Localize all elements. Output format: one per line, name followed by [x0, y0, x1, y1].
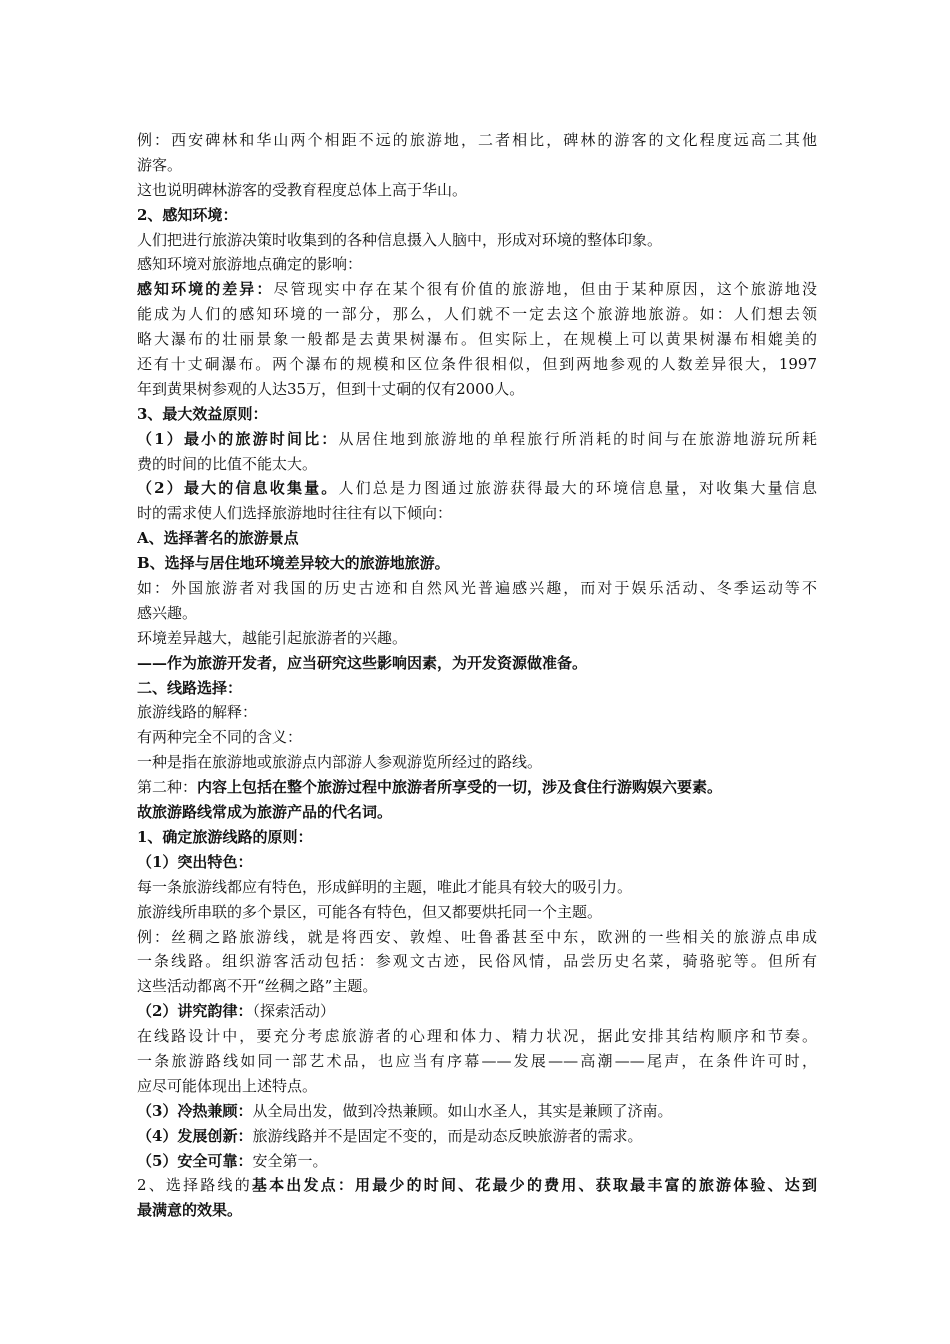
- body-text: 2、选择路线的: [137, 1176, 252, 1195]
- text-line: [137, 725, 817, 750]
- body-text: 游客。: [137, 155, 183, 174]
- text-line: [137, 576, 817, 601]
- text-line: [137, 900, 817, 925]
- body-text: 从居住地到旅游地的单程旅行所消耗的时间与在旅游地游玩所耗: [338, 429, 817, 448]
- bold-text: （2）最大的信息收集量。: [137, 479, 339, 498]
- body-text: 人们把进行旅游决策时收集到的各种信息摄入人脑中，形成对环境的整体印象。: [137, 230, 663, 249]
- text-line: [137, 153, 817, 178]
- body-text: 时的需求使人们选择旅游地时往往有以下倾向：: [137, 504, 453, 523]
- bold-text: A、选择著名的旅游景点: [137, 529, 299, 548]
- text-line: [137, 277, 817, 302]
- bold-text: 基本出发点：用最少的时间、花最少的费用、获取最丰富的旅游体验、达到: [251, 1176, 817, 1195]
- text-line: [137, 750, 817, 775]
- text-line: [137, 252, 817, 277]
- text-line: [137, 1049, 817, 1074]
- document-page: [137, 128, 817, 1223]
- text-line: [137, 526, 817, 551]
- body-text: 例：丝稠之路旅游线，就是将西安、敦煌、吐鲁番甚至中东，欧洲的一些相关的旅游点串成: [137, 927, 817, 946]
- body-text: 一条旅游路线如同一部艺术品，也应当有序幕——发展——高潮——尾声，在条件许可时，: [137, 1051, 817, 1070]
- body-text: 年到黄果树参观的人达35万，但到十丈硐的仅有2000人。: [137, 379, 525, 398]
- text-line: [137, 1024, 817, 1049]
- bold-text: 1、确定旅游线路的原则：: [137, 827, 313, 846]
- bold-text: （2）讲究韵律：: [137, 1002, 253, 1021]
- text-line: [137, 427, 817, 452]
- text-line: [137, 775, 817, 800]
- body-text: 能成为人们的感知环境的一部分，那么，人们就不一定去这个旅游地旅游。如：人们想去领: [137, 305, 817, 324]
- text-line: [137, 501, 817, 526]
- text-line: [137, 203, 817, 228]
- body-text: 在线路设计中，要充分考虑旅游者的心理和体力、精力状况，据此安排其结构顺序和节奏。: [137, 1027, 817, 1046]
- text-line: [137, 1124, 817, 1149]
- bold-text: （4）发展创新：: [137, 1126, 253, 1145]
- text-line: [137, 452, 817, 477]
- text-line: [137, 178, 817, 203]
- text-line: [137, 626, 817, 651]
- bold-text: 2、感知环境：: [137, 205, 238, 224]
- bold-text: （1）最小的旅游时间比：: [137, 429, 339, 448]
- bold-text: 内容上包括在整个旅游过程中旅游者所享受的一切，涉及食住行游购娱六要素。: [197, 778, 723, 797]
- body-text: 人们总是力图通过旅游获得最大的环境信息量，对收集大量信息: [338, 479, 817, 498]
- body-text: 环境差异越大，越能引起旅游者的兴趣。: [137, 628, 408, 647]
- text-line: [137, 700, 817, 725]
- text-line: [137, 850, 817, 875]
- text-line: [137, 228, 817, 253]
- body-text: 费的时间的比值不能太大。: [137, 454, 318, 473]
- text-line: [137, 1074, 817, 1099]
- text-line: [137, 601, 817, 626]
- body-text: 旅游线所串联的多个景区，可能各有特色，但又都要烘托同一个主题。: [137, 902, 603, 921]
- body-text: 感兴趣。: [137, 603, 198, 622]
- body-text: 一条线路。组织游客活动包括：参观文古迹，民俗风情，品尝历史名菜，骑骆驼等。但所有: [137, 952, 817, 971]
- bold-text: 二、线路选择：: [137, 678, 243, 697]
- text-line: [137, 949, 817, 974]
- bold-text: （3）冷热兼顾：: [137, 1101, 253, 1120]
- bold-text: 最满意的效果。: [137, 1201, 243, 1220]
- body-text: 旅游线路的解释：: [137, 703, 258, 722]
- text-line: [137, 1173, 817, 1198]
- body-text: 应尽可能体现出上述特点。: [137, 1076, 318, 1095]
- text-line: [137, 352, 817, 377]
- bold-text: ——作为旅游开发者，应当研究这些影响因素，为开发资源做准备。: [137, 653, 588, 672]
- body-text: 旅游线路并不是固定不变的，而是动态反映旅游者的需求。: [252, 1126, 643, 1145]
- body-text: 感知环境对旅游地点确定的影响：: [137, 255, 363, 274]
- text-line: [137, 999, 817, 1024]
- text-line: [137, 402, 817, 427]
- body-text: 每一条旅游线都应有特色，形成鲜明的主题，唯此才能具有较大的吸引力。: [137, 877, 633, 896]
- body-text: 一种是指在旅游地或旅游点内部游人参观游览所经过的路线。: [137, 753, 543, 772]
- text-line: [137, 825, 817, 850]
- bold-text: 感知环境的差异：: [137, 280, 274, 299]
- body-text: 还有十丈硐瀑布。两个瀑布的规模和区位条件很相似，但到两地参观的人数差异很大，1997: [137, 355, 817, 374]
- body-text: 略大瀑布的壮丽景象一般都是去黄果树瀑布。但实际上，在规模上可以黄果树瀑布相媲美的: [137, 330, 817, 349]
- body-text: 第二种：: [137, 778, 198, 797]
- text-line: [137, 302, 817, 327]
- text-line: [137, 327, 817, 352]
- bold-text: B、选择与居住地环境差异较大的旅游地旅游。: [137, 554, 450, 573]
- text-line: [137, 676, 817, 701]
- body-text: 安全第一。: [252, 1151, 328, 1170]
- body-text: 如：外国旅游者对我国的历史古迹和自然风光普遍感兴趣，而对于娱乐活动、冬季运动等不: [137, 579, 817, 598]
- text-line: [137, 651, 817, 676]
- text-line: [137, 925, 817, 950]
- text-line: [137, 800, 817, 825]
- body-text: 从全局出发，做到冷热兼顾。如山水圣人，其实是兼顾了济南。: [252, 1101, 673, 1120]
- text-line: [137, 1198, 817, 1223]
- body-text: 这也说明碑林游客的受教育程度总体上高于华山。: [137, 180, 468, 199]
- text-line: [137, 476, 817, 501]
- bold-text: （1）突出特色：: [137, 852, 253, 871]
- text-line: [137, 875, 817, 900]
- text-line: [137, 974, 817, 999]
- bold-text: 故旅游路线常成为旅游产品的代名词。: [137, 803, 393, 822]
- body-text: （探索活动）: [252, 1002, 335, 1021]
- text-line: [137, 377, 817, 402]
- text-line: [137, 1149, 817, 1174]
- body-text: 例：西安碑林和华山两个相距不远的旅游地，二者相比，碑林的游客的文化程度远高二其他: [137, 131, 817, 149]
- body-text: 有两种完全不同的含义：: [137, 728, 303, 747]
- text-line: [137, 128, 817, 153]
- bold-text: （5）安全可靠：: [137, 1151, 253, 1170]
- body-text: 这些活动都离不开“丝稠之路”主题。: [137, 977, 378, 996]
- text-line: [137, 1099, 817, 1124]
- bold-text: 3、最大效益原则：: [137, 404, 268, 423]
- text-line: [137, 551, 817, 576]
- body-text: 尽管现实中存在某个很有价值的旅游地，但由于某种原因，这个旅游地没: [273, 280, 817, 299]
